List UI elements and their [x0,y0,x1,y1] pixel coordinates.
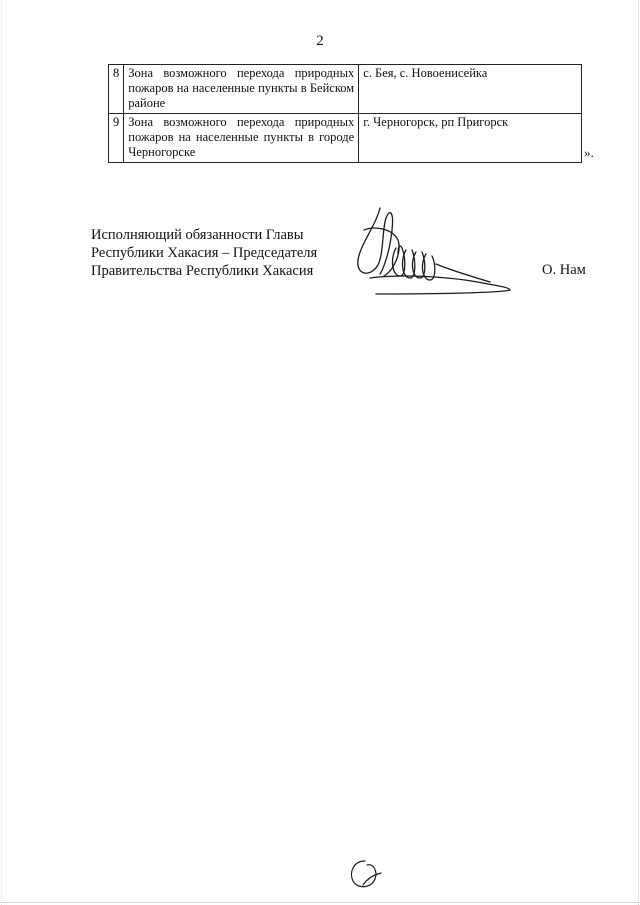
signer-name: О. Нам [542,262,586,278]
table-row [109,114,582,163]
row-number: 9 [109,114,124,163]
handwritten-signature [340,200,520,305]
scan-edge-bottom [0,902,640,903]
signatory-title-line: Правительства Республики Хакасия [91,263,314,279]
settlements-list: с. Бея, с. Новоенисейка [359,65,582,114]
page-number: 2 [316,33,324,49]
initials-mark-icon [345,857,385,893]
scan-edge-left [1,0,3,905]
closing-quote: ». [584,145,594,160]
signatory-title [91,226,317,280]
signatory-title-line: Исполняющий обязанности Главы [91,227,304,243]
zone-description: Зона возможного перехода природных пожаров на населенные пункты в городе Черногорске [124,114,359,163]
scan-edge-right [637,0,639,905]
handwritten-initials [345,857,385,898]
settlements-list: г. Черногорск, рп Пригорск [359,114,582,163]
signatory-title-line: Республики Хакасия – Председателя [91,245,318,261]
zone-description: Зона возможного перехода природных пожаров на населенные пункты в Бейском районе [124,65,359,114]
table-row [109,65,582,114]
signature-icon [340,200,520,300]
zones-table [108,64,582,163]
row-number: 8 [109,65,124,114]
